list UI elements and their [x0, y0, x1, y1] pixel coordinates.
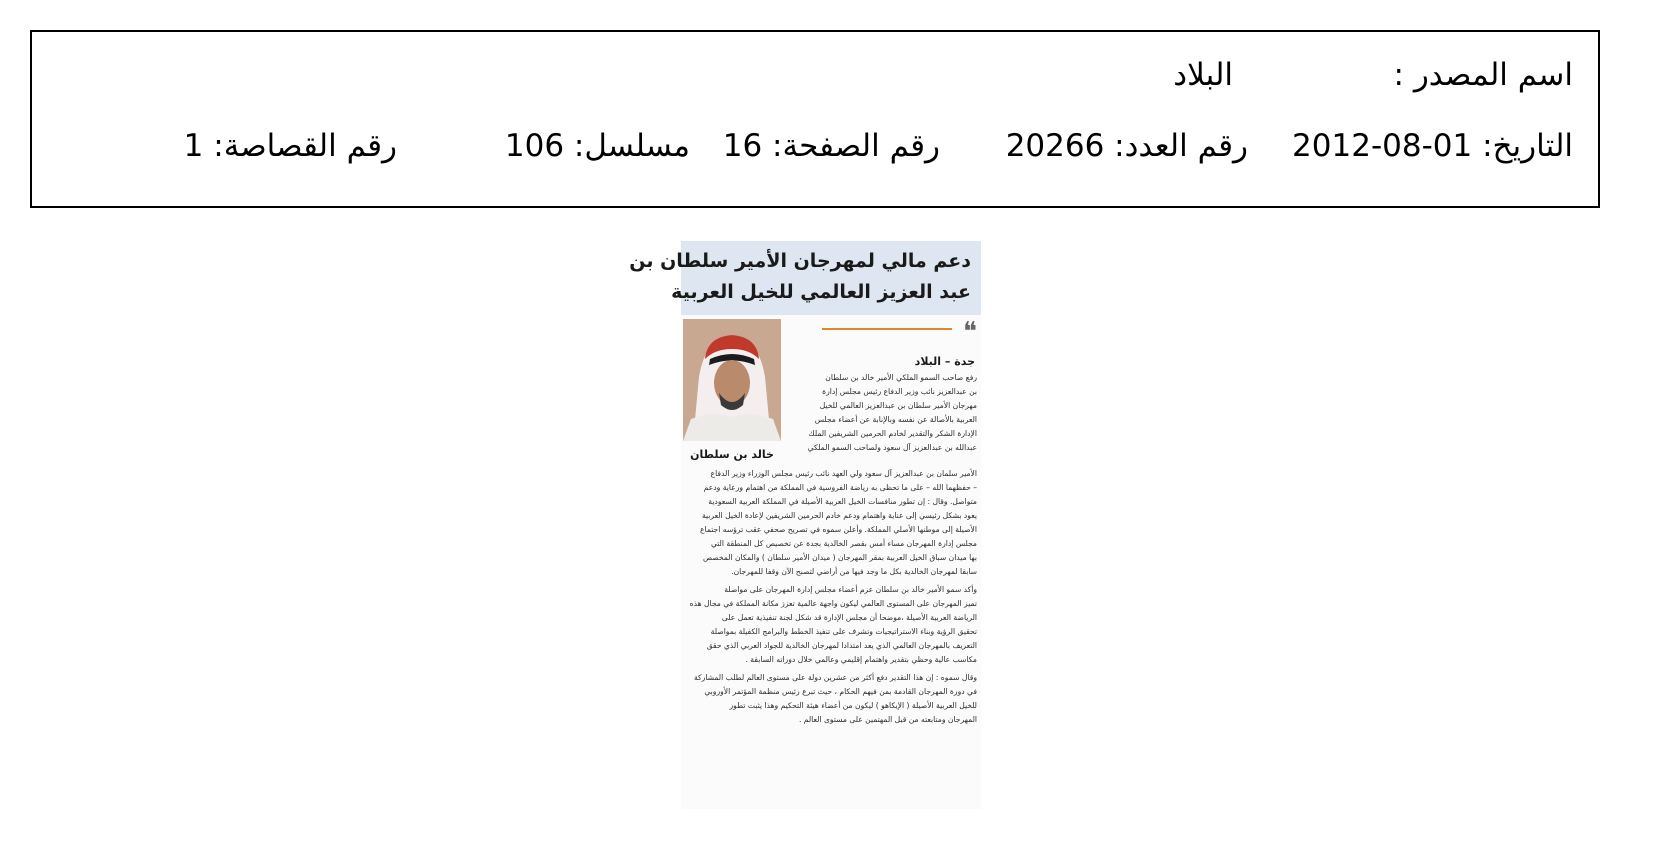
date-field: التاريخ: 01-08-2012	[1292, 128, 1573, 164]
body-line: وأكد سمو الأمير خالد بن سلطان عزم أعضاء مجلس إدارة المهرجان على مواصلة	[724, 585, 977, 594]
dateline: جدة – البلاد	[914, 355, 975, 368]
body-line: تميز المهرجان على المستوى العالمي ليكون واجهة عالمية تعزز مكانة المملكة في مجال هذه	[689, 599, 977, 608]
orange-divider	[822, 328, 952, 330]
body-line: وقال سموه : إن هذا التقدير دفع أكثر من عشرين دولة على مستوى العالم لطلب المشاركة	[693, 673, 977, 682]
body-line: متواصل. وقال : إن تطور منافسات الخيل العربية الأصيلة في المملكة العربية السعودية	[708, 497, 977, 506]
body-line: المهرجان ومتابعته من قبل المهتمين على مستوى العالم .	[798, 715, 977, 724]
body-line: التعريف بالمهرجان العالمي الذي يعد امتدادا لمهرجان الخالدية للجواد العربي الذي حقق	[706, 641, 977, 650]
newspaper-clipping	[629, 241, 981, 809]
clipping-metadata-box	[30, 30, 1600, 208]
body-line: تحقيق الرؤية وبناء الاستراتيجيات وتشرف على تنفيذ الخطط والبرامج الكفيلة بمواصلة	[710, 627, 977, 636]
headline-line-2: عبد العزيز العالمي للخيل العربية	[671, 281, 971, 303]
page-number-field: رقم الصفحة: 16	[722, 128, 940, 164]
body-line: بها ميدان سباق الخيل العربية بمقر المهرجان ( ميدان الأمير سلطان ) والمكان المخصص	[702, 553, 977, 562]
body-line: يعود بشكل رئيسي إلى عناية واهتمام ودعم خادم الحرمين الشريفين لإعادة الخيل العربية	[701, 511, 977, 520]
body-line: الأصيلة إلى موطنها الأصلي المملكة. وأعلن سموه في تصريح صحفي عقب ترؤسه اجتماع	[700, 525, 977, 534]
source-label: اسم المصدر :	[1393, 57, 1573, 93]
body-line: سابقا لمهرجان الخالدية بكل ما وجد فيها من أراضي لتصبح الآن وقفا للمهرجان.	[731, 567, 977, 576]
body-line: رفع صاحب السمو الملكي الأمير خالد بن سلطان	[825, 373, 977, 382]
body-line: الأمير سلمان بن عبدالعزيز آل سعود ولي العهد نائب رئيس مجلس الوزراء وزير الدفاع	[710, 469, 977, 478]
body-line: مجلس إدارة المهرجان مساء أمس بقصر الخالدية بجدة عن تخصيص كل المنطقة التي	[710, 539, 977, 548]
portrait-photo	[683, 319, 781, 441]
serial-number-field: مسلسل: 106	[504, 128, 690, 164]
body-line: مهرجان الأمير سلطان بن عبدالعزيز العالمي للخيل	[819, 401, 977, 410]
source-value: البلاد	[1173, 57, 1233, 93]
headline-line-1: دعم مالي لمهرجان الأمير سلطان بن	[629, 250, 971, 272]
body-line: الإدارة الشكر والتقدير لخادم الحرمين الشريفين الملك	[808, 429, 977, 438]
photo-caption: خالد بن سلطان	[690, 448, 774, 461]
body-line: العربية بالأصالة عن نفسه وبالإنابة عن أعضاء مجلس	[814, 415, 977, 424]
body-line: للخيل العربية الأصيلة ( الإيكاهو ) ليكون من أعضاء هيئة التحكيم وهذا يثبت تطور	[729, 701, 977, 710]
body-line: الرياضة العربية الأصيلة ،موضحا أن مجلس الإدارة قد شكل لجنة تنفيذية تعمل على	[721, 613, 977, 622]
clip-number-field: رقم القصاصة: 1	[183, 128, 397, 164]
issue-number-field: رقم العدد: 20266	[1005, 128, 1248, 164]
body-line: في دورة المهرجان القادمة بمن فيهم الحكام ، حيث تبرع رئيس منظمة المؤتمر الأوروبي	[704, 687, 977, 696]
quote-mark-icon: ❝	[963, 317, 977, 347]
body-line: مكاسب عالية وحظي بتقدير واهتمام إقليمي وعالمي خلال دوراته السابقة .	[745, 655, 977, 664]
body-line: عبدالله بن عبدالعزيز آل سعود ولصاحب السمو الملكي	[807, 443, 977, 452]
body-line: – حفظهما الله – على ما تحظى به رياضة الفروسية في المملكة من اهتمام ورعاية ودعم	[703, 483, 977, 492]
body-line: بن عبدالعزيز نائب وزير الدفاع رئيس مجلس إدارة	[822, 387, 977, 396]
